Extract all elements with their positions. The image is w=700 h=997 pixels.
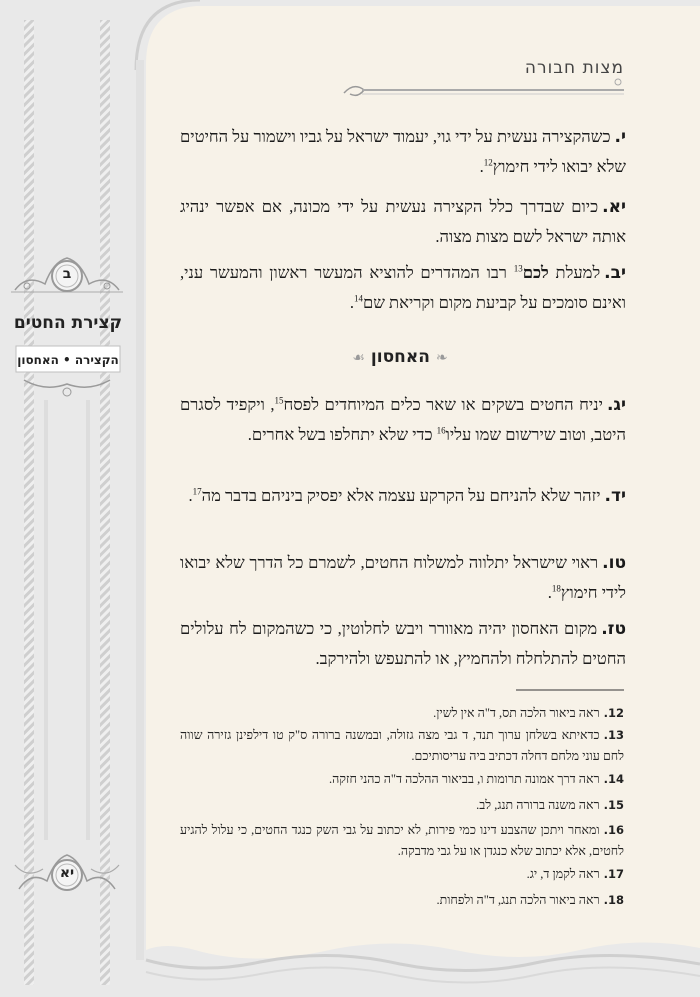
left-rail [24, 20, 34, 985]
footnote-14: 14.ראה דרך אמונה תרומות ו, בביאור ההלכה ד"ה כהני חזקה. [328, 772, 624, 786]
footnote-ref[interactable]: 18 [551, 583, 561, 594]
footnote-17: 17.ראה לקמן ד, יג. [526, 867, 624, 881]
page-number: יא [59, 865, 75, 881]
chapter-subtitle: הקצירה • האחסון [17, 353, 119, 367]
flourish-icon: ❧ [435, 350, 448, 366]
footnote-13: 13.כדאיתא בשלחן ערוך תנד, ד גבי מצה גזולה, ובמשנה ברורה ס"ק טו דילפינן גזירה שווה לחם עוני מלחם דחלה דכתיב ביה עריסותיכם. [180, 728, 624, 763]
paragraph-11: יא.כיום שבדרך כלל הקצירה נעשית על ידי מכונה, אם אפשר ינהיג אותה ישראל לשם מצות מצוה. [180, 197, 626, 246]
footnote-ref[interactable]: 14 [353, 293, 363, 304]
paragraph-10: י.כשהקצירה נעשית על ידי גוי, יעמוד ישראל על גביו וישמור על החיטים שלא יבואו לידי חימוץ$^{12}$. [180, 127, 626, 176]
running-header-title: מצות חבורה [524, 58, 624, 78]
footnote-ref[interactable]: 15 [274, 395, 284, 406]
footnote-12: 12.ראה ביאור הלכה תס, ד"ה אין לשין. [433, 706, 624, 720]
footnote-ref[interactable]: 16 [436, 425, 446, 436]
chapter-letter: ב [62, 266, 72, 282]
chapter-title: קצירת החטים [13, 313, 123, 333]
footnote-ref[interactable]: 13 [513, 263, 523, 274]
footnote-18: 18.ראה ביאור הלכה תנג, ד"ה ולפחות. [436, 893, 624, 907]
footnote-ref[interactable]: 12 [483, 157, 493, 168]
footnote-15: 15.ראה משנה ברורה תנג, לב. [476, 798, 624, 812]
paragraph-14: יד.יזהר שלא להניחם על הקרקע עצמה אלא יפסיק ביניהם בדבר מה$^{17}$. [188, 486, 626, 506]
footnote-16: 16.ומאחר ויתכן שהצבע דינו כמי פירות, לא יכתוב על גבי השק כנגד החטים, כי עלול להגיע לחטים, אלא יכתוב שלא כנגדן או על גבי מדבקה. [180, 823, 624, 858]
right-rail [100, 20, 110, 985]
paragraph-12: יב.למעלת לכם$^{13}$ רבו המהדרים להוציא המעשר ראשון והמעשר עני, ואינם סומכים על קביעת מקום וקריאת שם$^{14}$. [180, 263, 627, 312]
flourish-icon: ☙ [352, 350, 365, 366]
paragraph-15: טו.ראוי שישראל יתלווה למשלוח החטים, לשמרם כל הדרך שלא יבואו לידי חימוץ$^{18}$. [180, 553, 626, 602]
paragraph-16: טז.מקום האחסון יהיה מאוורר ויבש לחלוטין, כי כשהמקום לח עלולים החטים להתלחלח ולהחמיץ, או להתעפש ולהירקב. [180, 619, 626, 668]
section-heading-storage: ❧האחסון☙ [352, 347, 448, 367]
paragraph-13: יג.יניח החטים בשקים או שאר כלים המיוחדים לפסח$^{15}$, ויקפיד לסגרם היטב, וטוב שירשום שמו עליו$^{16}$ כדי שלא יתחלפו בשל אחרים. [180, 395, 626, 444]
footnote-ref[interactable]: 17 [192, 486, 202, 497]
